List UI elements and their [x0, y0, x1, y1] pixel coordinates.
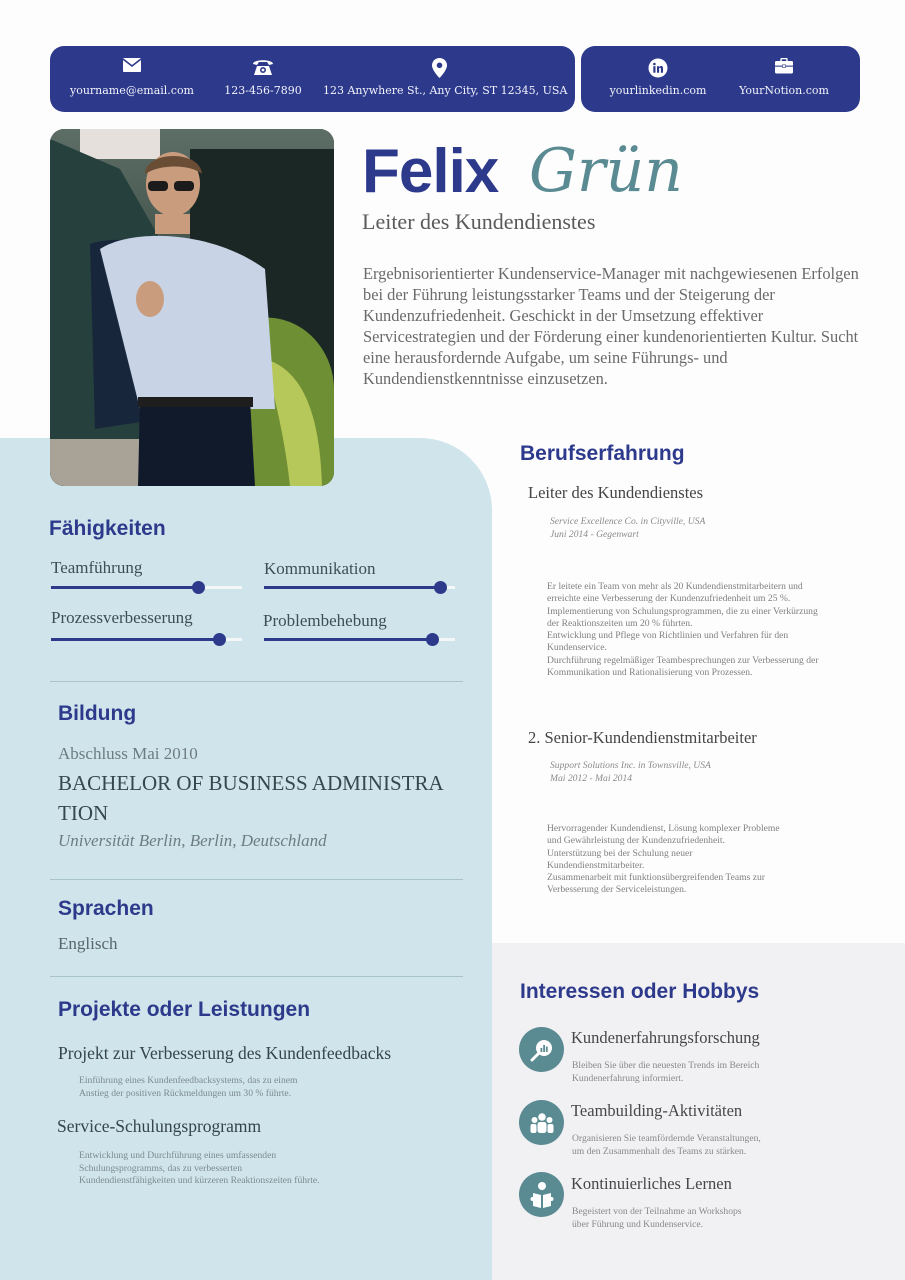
- hobby-description: Begeistert von der Teilnahme an Workshops über Führung und Kundenservice.: [572, 1206, 742, 1230]
- experience-meta: [550, 516, 705, 541]
- experience-job-title: 2. Senior-Kundendienstmitarbeiter: [528, 728, 757, 747]
- skill-bar-kommunikation: [264, 586, 455, 589]
- skill-label: Problembehebung: [263, 611, 387, 630]
- hobby-description: Organisieren Sie teamfördernde Veranstaltungen, um den Zusammenhalt des Teams zu stärken.: [572, 1133, 761, 1157]
- skill-bar-problembehebung: [264, 638, 455, 641]
- experience-period: Mai 2012 - Mai 2014: [550, 772, 633, 784]
- education-date: Abschluss Mai 2010: [58, 744, 198, 763]
- experience-description: Er leitete ein Team von mehr als 20 Kundendienstmitarbeitern und erreichte eine Verbesserung der Kundenzufriedenheit um 25 %. Implementierung von Schulungsprogrammen, die zu einer Verkürzung der Reaktionszeiten um 20 % führten. Entwicklung und Pflege von Richtlinien und Verfahren für den Kundenservice. Durchführung regelmäßiger Teambesprechungen zur Verbesserung der Kommunikation und Rationalisierung von Prozessen.: [547, 581, 819, 679]
- divider: [50, 976, 463, 977]
- language-item: Englisch: [58, 934, 118, 953]
- hobby-title: Teambuilding-Aktivitäten: [571, 1101, 743, 1120]
- profile-summary: Ergebnisorientierter Kundenservice-Manager mit nachgewiesenen Erfolgen bei der Führung leistungsstarker Teams und der Steigerung der Kundenzufriedenheit. Geschickt in der Umsetzung effektiver Servicestrategien und der Förderung einer kundenorientierten Kultur. Sucht eine herausfordernde Aufgabe, um seine Führungs- und Kundendienstkenntnisse einzusetzen.: [363, 264, 859, 388]
- profile-photo: [50, 129, 334, 486]
- skill-label: Teamführung: [51, 558, 143, 577]
- skill-bar-teamfuehrung: [51, 586, 242, 589]
- contact-website-text: YourNotion.com: [739, 84, 829, 97]
- contact-linkedin-text: yourlinkedin.com: [609, 84, 707, 97]
- contact-address-text: 123 Anywhere St., Any City, ST 12345, USA: [323, 84, 568, 97]
- last-name: Grün: [529, 136, 683, 206]
- skill-bar-fill: [264, 586, 440, 589]
- divider: [50, 879, 463, 880]
- skill-bar-knob: [434, 581, 447, 594]
- skill-bar-knob: [192, 581, 205, 594]
- project-description: Entwicklung und Durchführung eines umfassenden Schulungsprogramms, das zu verbesserten Kundendienstfähigkeiten und kürzeren Reaktionszeiten führte.: [79, 1150, 320, 1186]
- education-title: Bildung: [58, 702, 137, 725]
- first-name: Felix: [362, 137, 499, 206]
- hobby-title: Kontinuierliches Lernen: [571, 1174, 732, 1193]
- map-pin-icon: [323, 58, 555, 78]
- skill-bar-fill: [264, 638, 432, 641]
- skill-bar-knob: [426, 633, 439, 646]
- job-title: Leiter des Kundendienstes: [362, 209, 596, 234]
- hobbies-title: Interessen oder Hobbys: [520, 980, 760, 1003]
- skill-label: Kommunikation: [264, 559, 376, 578]
- experience-company: Service Excellence Co. in Cityville, USA: [550, 516, 706, 527]
- project-description: Einführung eines Kundenfeedbacksystems, das zu einem Anstieg der positiven Rückmeldungen um 30 % führte.: [79, 1075, 298, 1099]
- contact-email[interactable]: [68, 58, 196, 97]
- hobby-title: Kundenerfahrungsforschung: [571, 1028, 760, 1047]
- hobby-description: Bleiben Sie über die neuesten Trends im Bereich Kundenerfahrung informiert.: [572, 1060, 760, 1084]
- contact-website[interactable]: [731, 58, 837, 97]
- experience-meta: [550, 760, 711, 785]
- skills-title: Fähigkeiten: [49, 517, 166, 540]
- divider: [50, 681, 463, 682]
- education-school: Universität Berlin, Berlin, Deutschland: [58, 831, 327, 850]
- contact-phone-text: 123-456-7890: [224, 84, 302, 97]
- contact-phone[interactable]: [222, 58, 304, 97]
- magnifier-chart-icon: [519, 1027, 564, 1072]
- contact-email-text: yourname@email.com: [69, 84, 194, 97]
- contact-address[interactable]: [323, 58, 568, 97]
- education-degree: BACHELOR OF BUSINESS ADMINISTRATION: [58, 771, 444, 825]
- project-title: Service-Schulungsprogramm: [57, 1116, 262, 1136]
- contact-linkedin[interactable]: [603, 58, 713, 97]
- linkedin-icon: [603, 58, 713, 78]
- briefcase-icon: [731, 58, 837, 78]
- skill-bar-fill: [51, 586, 198, 589]
- social-bar: [581, 46, 860, 112]
- experience-description: Hervorragender Kundendienst, Lösung komplexer Probleme und Gewährleistung der Kundenzufriedenheit. Unterstützung bei der Schulung neuer Kundendienstmitarbeiter. Zusammenarbeit mit funktionsübergreifenden Teams zur Verbesserung der Serviceleistungen.: [547, 823, 780, 896]
- reader-icon: [519, 1172, 564, 1217]
- skill-label: Prozessverbesserung: [51, 608, 193, 627]
- experience-job-title: Leiter des Kundendienstes: [528, 483, 704, 502]
- skill-bar-prozessverbesserung: [51, 638, 242, 641]
- envelope-icon: [68, 58, 196, 78]
- phone-icon: [222, 58, 304, 78]
- experience-company: Support Solutions Inc. in Townsville, USA: [550, 760, 711, 771]
- project-title: Projekt zur Verbesserung des Kundenfeedbacks: [58, 1043, 392, 1063]
- contact-bar: [50, 46, 575, 112]
- experience-period: Juni 2014 - Gegenwart: [550, 528, 639, 540]
- skill-bar-knob: [213, 633, 226, 646]
- team-icon: [519, 1100, 564, 1145]
- skill-bar-fill: [51, 638, 219, 641]
- projects-title: Projekte oder Leistungen: [58, 998, 311, 1021]
- languages-title: Sprachen: [58, 897, 154, 920]
- experience-title: Berufserfahrung: [520, 442, 685, 465]
